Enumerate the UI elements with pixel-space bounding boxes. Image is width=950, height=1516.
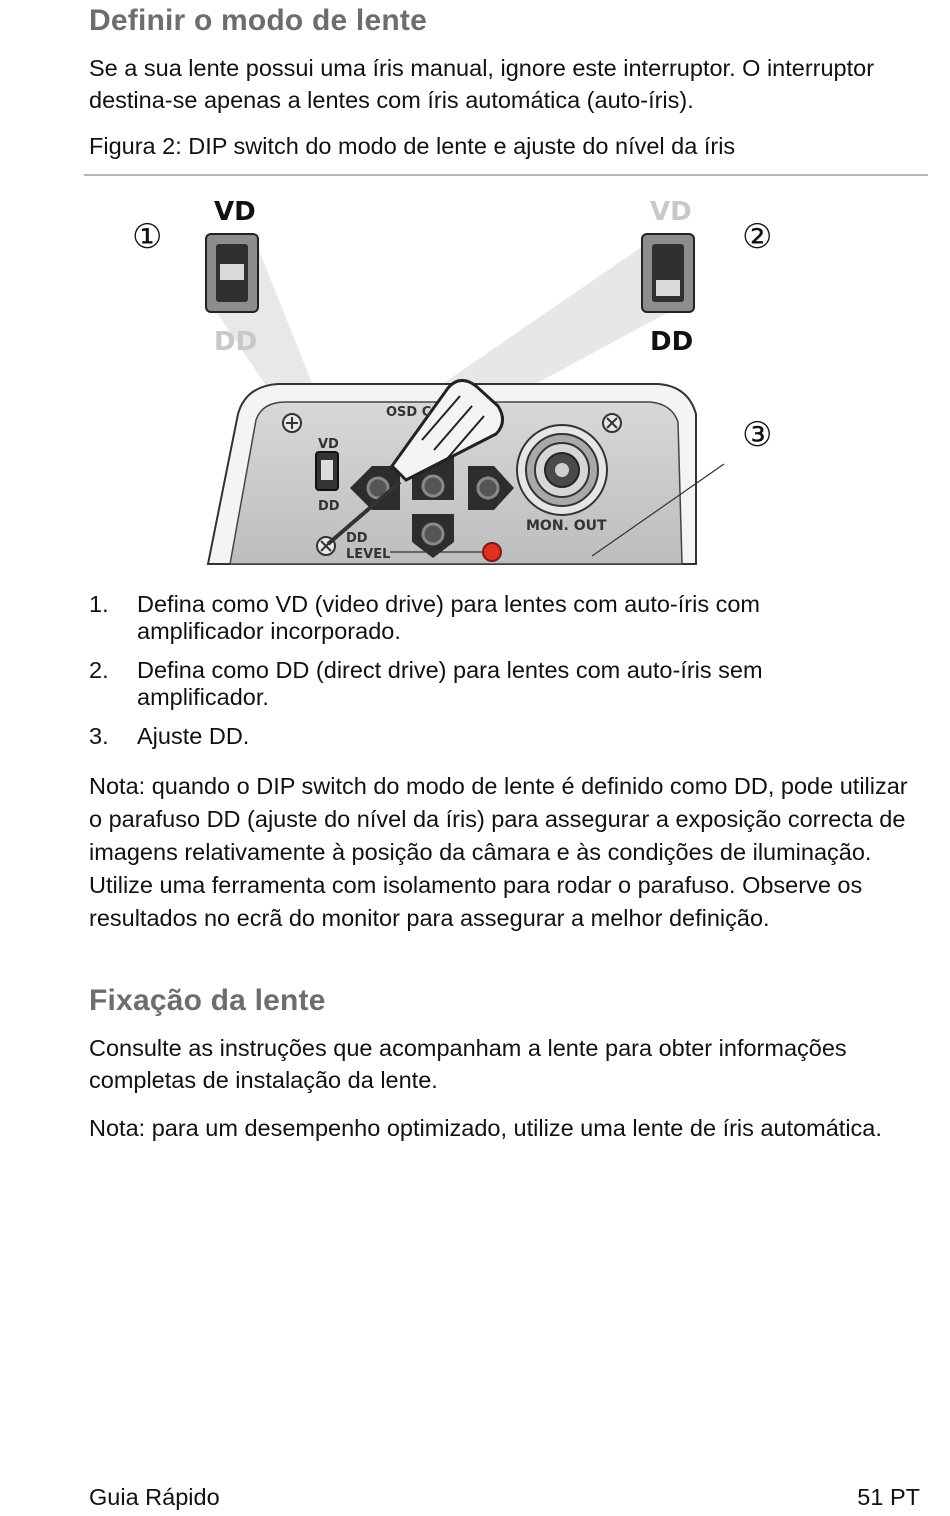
step-number: 3. [89,723,109,749]
panel-label-vd: VD [318,437,339,452]
panel-label-dd-level-2: LEVEL [346,547,391,562]
list-item [89,591,889,645]
note-text: quando o DIP switch do modo de lente é definido como DD, pode utilizar o parafuso DD (ajuste do nível da íris) para assegurar a exposição correcta de imagens relativamente à posição da câmara e às condições de iluminação. Utilize uma ferramenta com isolamento para rodar o parafuso. Observe os resultados no ecrã do monitor para assegurar a melhor definição. [89,773,908,931]
section-title-lens-mount: Fixação da lente [89,984,326,1017]
step-number: 1. [89,591,109,617]
step-text: Defina como VD (video drive) para lentes com auto-íris com amplificador incorporado. [137,591,760,644]
switch-left-bottom-label: DD [214,327,258,357]
step-text: Defina como DD (direct drive) para lentes com auto-íris sem amplificador. [137,657,763,710]
dip-switch-figure [110,188,810,570]
lens-mount-intro: Consulte as instruções que acompanham a lente para obter informações completas de instalação da lente. [89,1035,847,1093]
list-item [89,657,889,711]
panel-screw-left [283,414,301,432]
dip-switch-vd-position [206,234,258,312]
section-title-lens-mode: Definir o modo de lente [89,4,427,37]
dip-switch-dd-position [642,234,694,312]
note-dd-level [89,770,919,935]
callout-2: ② [742,217,773,257]
figure-caption: Figura 2: DIP switch do modo de lente e ajuste do nível da íris [89,133,736,159]
panel-label-mon-out: MON. OUT [526,518,607,534]
switch-right-bottom-label: DD [650,327,694,357]
footer-guide-title: Guia Rápido [89,1484,220,1510]
caption-divider [84,174,928,176]
panel-screw-right [603,414,621,432]
mon-out-connector [517,425,607,515]
panel-label-dd-level-1: DD [346,531,368,546]
step-number: 2. [89,657,109,683]
note-label: Nota: [89,1115,146,1141]
panel-label-dd: DD [318,499,340,514]
status-led [483,543,501,561]
switch-left-top-label: VD [214,197,256,227]
footer-page-number: 51 PT [857,1484,920,1510]
lens-mode-intro: Se a sua lente possui uma íris manual, ignore este interruptor. O interruptor destina-se apenas a lentes com íris automática (auto-íris). [89,55,875,113]
list-item [89,723,889,750]
panel-label-osd: OSD C [386,405,432,420]
callout-1: ① [132,217,163,257]
note-label: Nota: [89,773,146,799]
callout-3: ③ [742,415,773,455]
steps-list [89,591,889,762]
switch-right-top-label: VD [650,197,692,227]
step-text: Ajuste DD. [137,723,250,749]
note-auto-iris [89,1112,889,1145]
note-text: para um desempenho optimizado, utilize uma lente de íris automática. [145,1115,882,1141]
